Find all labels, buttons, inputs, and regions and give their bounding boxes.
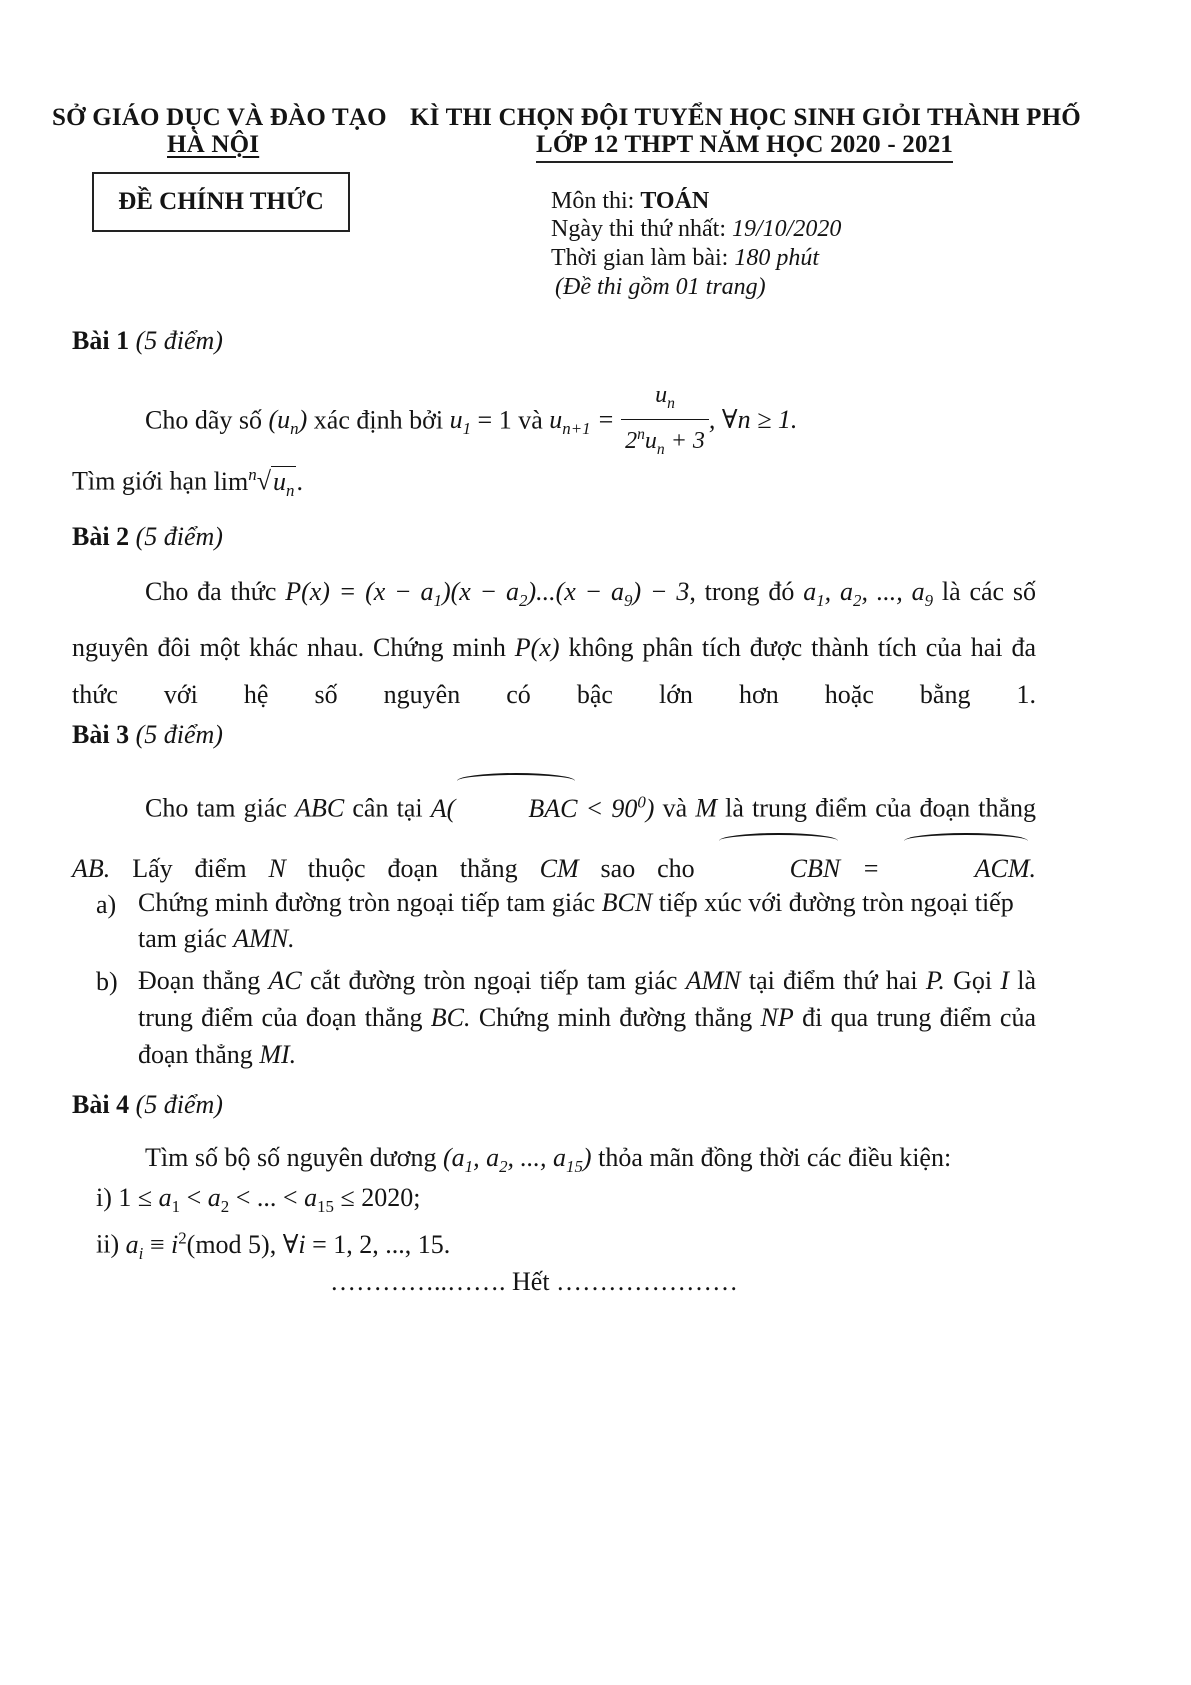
problem-3-part-b bbox=[138, 962, 1036, 1073]
problem-4-points: (5 điểm) bbox=[135, 1090, 223, 1119]
end-marker bbox=[330, 1262, 738, 1302]
problem-1-text: xác định bởi bbox=[307, 405, 450, 435]
math-point-p: P. bbox=[925, 966, 945, 995]
problem-1-number: Bài 1 bbox=[72, 326, 130, 355]
math-angle-equality: CBN = ACM. bbox=[717, 854, 1036, 883]
math-point-m: M bbox=[695, 793, 717, 823]
problem-4-number: Bài 4 bbox=[72, 1090, 130, 1119]
math-coefficients: $a_1$, $a_2$, ..., $a_9$ bbox=[803, 577, 934, 611]
math-polynomial: $P(x) = (x - a_1)(x - a_2)...(x - a_9) - 3$ bbox=[285, 577, 690, 611]
problem-3-text: đi qua trung điểm của đoạn thẳng bbox=[138, 1003, 1036, 1069]
math-segment-mi: MI. bbox=[259, 1040, 297, 1069]
fraction: $\frac{u_n}{2^nu_n + 3}$ bbox=[621, 380, 709, 465]
subject-value: TOÁN bbox=[640, 188, 710, 214]
problem-3-part-a bbox=[138, 885, 1036, 957]
math-condition-i: $1 \le a_1 < a_2$ < ... < $a_{15} \le 2020$; bbox=[118, 1183, 421, 1217]
problem-3-text: Chứng minh đường thẳng bbox=[470, 1003, 761, 1032]
math-condition-ii: $a_i \equiv i^2(mod$ 5), ∀i = 1, 2, ..., 15. bbox=[125, 1228, 451, 1263]
math-tuple: ($a_1$, $a_2$, ..., $a_{15}$) bbox=[442, 1143, 592, 1177]
problem-4-text: Tìm số bộ số nguyên dương bbox=[145, 1143, 443, 1172]
math-angle-condition: A( BAC < $90^0$) bbox=[431, 794, 655, 823]
problem-3-number: Bài 3 bbox=[72, 720, 130, 749]
date-label: Ngày thi thứ nhất: bbox=[551, 216, 732, 242]
problem-2-text: không phân tích được thành tích của hai đa thức với hệ số nguyên có bậc lớn hơn hoặc bằng 1. bbox=[72, 633, 1037, 710]
math-triangle-amn: AMN bbox=[685, 966, 741, 995]
math-segment-bc: BC. bbox=[430, 1003, 471, 1032]
problem-2-number: Bài 2 bbox=[72, 522, 130, 551]
problem-2-points: (5 điểm) bbox=[135, 522, 223, 551]
math-point-i: I bbox=[1000, 966, 1009, 995]
subject-label: Môn thi: bbox=[551, 188, 641, 214]
problem-3-text: cắt đường tròn ngoại tiếp tam giác bbox=[301, 966, 686, 995]
page-count-note: (Đề thi gồm 01 trang) bbox=[555, 274, 766, 300]
problem-1-sequence-definition: Cho dãy số $(u_n)$ xác định bởi $u_1 = 1$ và $u_{n+1}$ = $\frac{u_n}{2^nu_n + 3}$ , ∀n ≥ 1. bbox=[145, 380, 797, 465]
problem-2-text: , trong đó bbox=[689, 577, 804, 606]
problem-3-statement bbox=[72, 772, 1036, 899]
problem-2-text: là các số nguyên đôi một khác nhau. Chứng minh bbox=[72, 577, 1037, 663]
math-triangle-amn: AMN. bbox=[233, 924, 295, 953]
math-initial-term: $u_1$ bbox=[449, 405, 472, 439]
problem-1-title bbox=[72, 326, 223, 356]
part-b-label: b) bbox=[96, 967, 118, 996]
city-name: HÀ NỘI bbox=[167, 131, 260, 158]
math-sequence: $(u_n)$ bbox=[268, 405, 308, 439]
math-recurrence: $u_{n+1}$ = $\frac{u_n}{2^nu_n + 3}$ , ∀n ≥ 1. bbox=[549, 405, 797, 434]
problem-3-text: Đoạn thẳng bbox=[138, 966, 269, 995]
problem-1-question bbox=[72, 455, 303, 511]
problem-1-points: (5 điểm) bbox=[135, 326, 223, 355]
department-name: SỞ GIÁO DỤC VÀ ĐÀO TẠO bbox=[52, 104, 387, 131]
math-line-np: NP bbox=[760, 1003, 794, 1032]
math-triangle-bcn: BCN bbox=[601, 888, 653, 917]
problem-3-text: là trung điểm của đoạn thẳng bbox=[138, 966, 1036, 1032]
problem-3-text: Chứng minh đường tròn ngoại tiếp tam giác bbox=[138, 888, 602, 917]
problem-3-text: và bbox=[654, 793, 696, 823]
time-label: Thời gian làm bài: bbox=[551, 245, 735, 271]
problem-3-text: Gọi bbox=[944, 966, 1001, 995]
exam-subtitle: LỚP 12 THPT NĂM HỌC 2020 - 2021 bbox=[536, 131, 953, 163]
problem-3-text: Lấy điểm bbox=[110, 853, 269, 883]
end-text: Hết bbox=[512, 1267, 550, 1296]
problem-4-title bbox=[72, 1090, 223, 1120]
math-segment-cm: CM bbox=[539, 853, 579, 883]
end-dots-right: ………………… bbox=[556, 1267, 739, 1296]
problem-3-text: tại điểm thứ hai bbox=[740, 966, 926, 995]
problem-2-statement bbox=[72, 568, 1036, 718]
math-point-n: N bbox=[268, 853, 286, 883]
part-a-label: a) bbox=[96, 890, 117, 919]
problem-1-text: Tìm giới hạn bbox=[72, 466, 214, 496]
problem-3-points: (5 điểm) bbox=[135, 720, 223, 749]
time-line bbox=[551, 243, 819, 274]
problem-4-text: thỏa mãn đồng thời các điều kiện: bbox=[591, 1143, 952, 1172]
math-segment-ab: AB. bbox=[72, 853, 111, 883]
exam-title: KÌ THI CHỌN ĐỘI TUYỂN HỌC SINH GIỎI THÀNH PHỐ bbox=[410, 104, 1081, 131]
problem-2-text: Cho đa thức bbox=[145, 577, 286, 606]
condition-ii-label: ii) bbox=[96, 1229, 120, 1259]
date-value: 19/10/2020 bbox=[731, 216, 842, 242]
problem-3-text: Cho tam giác bbox=[145, 793, 296, 823]
math-limit: $\lim^n√u_n$. bbox=[213, 465, 303, 500]
condition-i-label: i) bbox=[96, 1183, 112, 1212]
problem-2-title bbox=[72, 522, 223, 552]
problem-3-text: tiếp xúc với đường tròn ngoại tiếp tam giác bbox=[138, 888, 1014, 953]
math-polynomial-ref: P(x) bbox=[514, 633, 560, 663]
date-line bbox=[551, 214, 841, 245]
problem-3-text: sao cho bbox=[578, 853, 717, 883]
problem-1-text: Cho dãy số bbox=[145, 405, 269, 435]
end-dots-left: …………..……. bbox=[330, 1267, 506, 1296]
math-segment-ac: AC bbox=[268, 966, 302, 995]
math-triangle: ABC bbox=[295, 793, 345, 823]
problem-3-text: cân tại bbox=[344, 793, 431, 823]
time-value: 180 phút bbox=[734, 245, 819, 271]
problem-1-text: và bbox=[511, 405, 550, 435]
official-exam-box: ĐỀ CHÍNH THỨC bbox=[92, 172, 350, 232]
problem-3-text: thuộc đoạn thẳng bbox=[285, 853, 540, 883]
subject-line bbox=[551, 186, 709, 217]
problem-3-title bbox=[72, 720, 223, 750]
problem-3-text: là trung điểm của đoạn thẳng bbox=[717, 793, 1036, 823]
